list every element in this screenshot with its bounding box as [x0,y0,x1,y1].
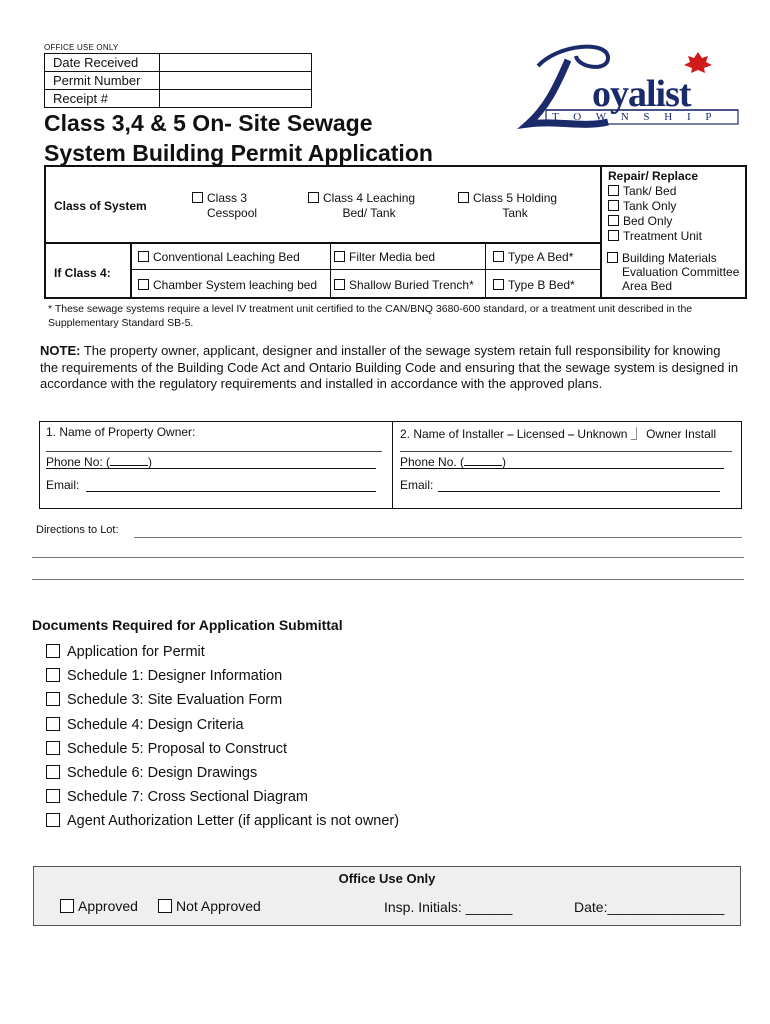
installer-name-field[interactable] [400,451,732,452]
type-b-option[interactable] [493,278,575,292]
permit-number-label: Permit Number [45,72,160,89]
owner-phone[interactable] [46,455,152,469]
owner-phone-close: ) [148,455,153,469]
document-item[interactable] [46,688,399,712]
document-checkbox[interactable] [46,813,60,827]
repair-checkbox[interactable] [608,215,619,226]
logo-township: T O W N S H I P [552,111,718,123]
repair-option[interactable] [608,214,702,229]
repair-option[interactable] [608,199,702,214]
owner-installer-box [39,421,742,509]
document-checkbox[interactable] [46,717,60,731]
directions-line-2[interactable] [32,557,744,558]
note-label: NOTE: [40,343,81,358]
document-item[interactable] [46,713,399,737]
document-checkbox[interactable] [46,668,60,682]
class3-label: Class 3 Cesspool [207,191,258,220]
approved-checkbox[interactable] [60,899,74,913]
document-label: Schedule 7: Cross Sectional Diagram [67,789,308,806]
document-label: Schedule 3: Site Evaluation Form [67,692,283,709]
bmec-label: Building Materials Evaluation Committee Area Bed [622,251,740,293]
bmec-checkbox[interactable] [607,252,618,263]
class5-option[interactable] [458,191,557,221]
conventional-bed-option[interactable] [138,250,300,264]
filter-checkbox[interactable] [334,251,345,262]
owner-email-field[interactable] [86,491,376,492]
date-received-field[interactable] [160,54,311,71]
conventional-label: Conventional Leaching Bed [153,250,300,264]
document-label: Schedule 5: Proposal to Construct [67,740,288,757]
directions-line-3[interactable] [32,579,744,580]
office-use-title: Office Use Only [338,871,436,886]
date-received-label: Date Received [45,54,160,71]
logo-word: oyalist [592,73,691,115]
approved-option[interactable] [60,898,138,914]
class3-option[interactable] [192,191,257,221]
not-approved-checkbox[interactable] [158,899,172,913]
class-table [44,165,747,299]
not-approved-option[interactable] [158,898,261,914]
note-text: The property owner, applicant, designer and installer of the sewage system retain full responsibility for knowing the requirements of the Building Code Act and Ontario Building Code and ensuring that the sewage system is designed in accordance with the regulatory requirements and installed in accordance with the approved plans. [40,343,739,391]
receipt-label: Receipt # [45,90,160,107]
type-a-checkbox[interactable] [493,251,504,262]
document-label: Schedule 4: Design Criteria [67,716,244,733]
class5-label: Class 5 Holding Tank [473,191,558,220]
inspector-initials[interactable]: Insp. Initials: ______ [384,899,513,915]
office-use-table [44,53,312,108]
repair-checkbox[interactable] [608,200,619,211]
class4-label: Class 4 Leaching Bed/ Tank [323,191,416,220]
document-item[interactable] [46,640,399,664]
document-item[interactable] [46,809,399,833]
owner-phone-label: Phone No: ( [46,455,111,469]
document-label: Schedule 1: Designer Information [67,668,283,685]
installer-phone-close: ) [502,455,507,469]
installer-phone-label: Phone No. ( [400,455,465,469]
directions-label: Directions to Lot: [36,524,119,536]
document-checkbox[interactable] [46,765,60,779]
conventional-checkbox[interactable] [138,251,149,262]
document-checkbox[interactable] [46,741,60,755]
repair-option-label: Tank Only [623,199,677,213]
repair-option-label: Tank/ Bed [623,184,677,198]
installer-phone[interactable] [400,455,506,469]
class4-option[interactable] [308,191,415,221]
document-item[interactable] [46,664,399,688]
document-checkbox[interactable] [46,789,60,803]
document-label: Application for Permit [67,644,205,660]
not-approved-label: Not Approved [176,898,261,914]
repair-option[interactable] [608,229,702,244]
maple-leaf-icon [684,52,712,73]
office-use-box [33,866,741,926]
note-paragraph [40,343,740,393]
repair-option-label: Bed Only [623,214,673,228]
shallow-checkbox[interactable] [334,279,345,290]
if-class4-label: If Class 4: [54,266,111,280]
type-b-label: Type B Bed* [508,278,575,292]
type-a-label: Type A Bed* [508,250,574,264]
chamber-checkbox[interactable] [138,279,149,290]
repair-title: Repair/ Replace [608,169,699,183]
repair-option[interactable] [608,184,702,199]
document-label: Agent Authorization Letter (if applicant is not owner) [67,813,400,830]
owner-name-field[interactable] [46,451,382,452]
shallow-trench-option[interactable] [334,278,474,292]
directions-line-1[interactable] [134,537,742,538]
class3-checkbox[interactable] [192,192,203,203]
owner-email-label: Email: [46,478,80,492]
document-item[interactable] [46,737,399,761]
documents-list [46,640,399,834]
documents-heading: Documents Required for Application Submittal [32,617,343,633]
loyalist-logo [498,38,748,138]
class4-checkbox[interactable] [308,192,319,203]
office-use-label: OFFICE USE ONLY [44,43,119,52]
class-of-system-label: Class of System [54,199,147,213]
repair-checkbox[interactable] [608,230,619,241]
bmec-option[interactable] [607,251,739,293]
installer-email-label: Email: [400,478,434,492]
repair-option-label: Treatment Unit [623,229,702,243]
document-checkbox[interactable] [46,644,60,658]
document-checkbox[interactable] [46,692,60,706]
page-title [44,108,433,168]
title-line-2: System Building Permit Application [44,140,433,166]
filter-label: Filter Media bed [349,250,436,264]
shallow-label: Shallow Buried Trench* [349,278,474,292]
chamber-option[interactable] [138,278,317,292]
filter-media-option[interactable] [334,250,435,264]
repair-replace-section [608,169,702,244]
office-date[interactable]: Date:_______________ [574,899,725,915]
type-b-checkbox[interactable] [493,279,504,290]
chamber-label: Chamber System leaching bed [153,278,318,292]
repair-checkbox[interactable] [608,185,619,196]
document-item[interactable] [46,785,399,809]
type-a-option[interactable] [493,250,573,264]
permit-number-field[interactable] [160,72,311,89]
installer-name-label: 2. Name of Installer ⎯ Licensed ⎯ Unknown ⏌ Owner Install [400,427,717,441]
class5-checkbox[interactable] [458,192,469,203]
installer-email-field[interactable] [438,491,720,492]
document-item[interactable] [46,761,399,785]
approved-label: Approved [78,898,138,914]
document-label: Schedule 6: Design Drawings [67,765,258,782]
receipt-field[interactable] [160,90,311,107]
owner-name-label: 1. Name of Property Owner: [46,425,196,439]
title-line-1: Class 3,4 & 5 On- Site Sewage [44,110,373,136]
footnote: * These sewage systems require a level IV treatment unit certified to the CAN/BNQ 3680-600 standard, or a treatment unit described in the Supplementary Standard SB-5. [48,303,693,329]
